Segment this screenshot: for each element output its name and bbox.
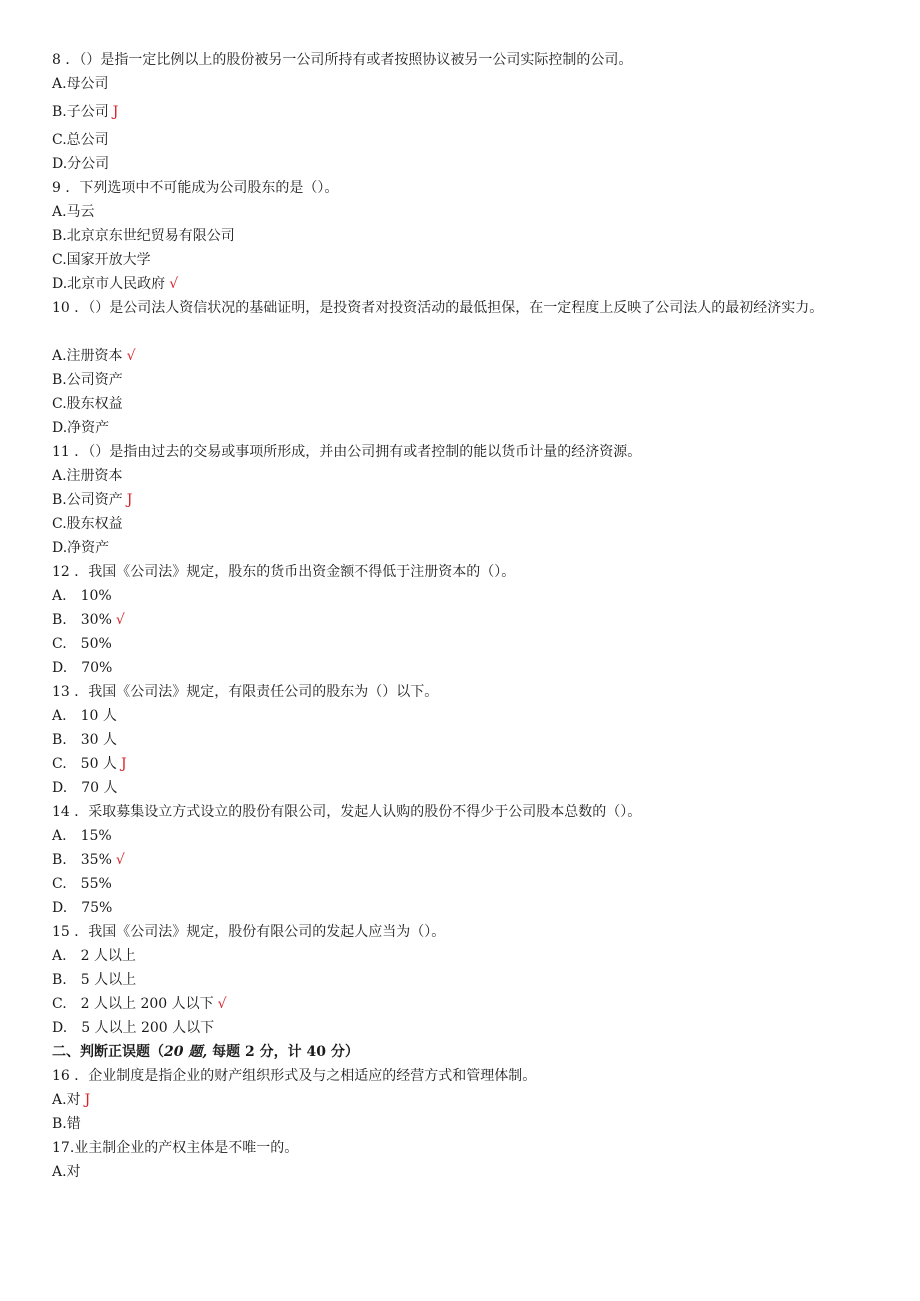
answer-mark: J [126,492,133,508]
option-a: A.注册资本 [52,468,123,484]
question-stem: 17.业主制企业的产权主体是不唯一的。 [52,1140,299,1156]
option-a: A. 10 人 [52,708,117,724]
question-stem: 15 ．我国《公司法》规定，股份有限公司的发起人应当为（）。 [52,924,446,940]
option-c: C. 55% [52,876,112,892]
answer-mark: √ [126,348,136,364]
option-a: A.对 [52,1164,81,1180]
option-a: A. 2 人以上 [52,948,136,964]
option-a: A.母公司 [52,76,109,92]
option-b: B. 30 人 [52,732,118,748]
option-c: C. 2 人以上 200 人以下 √ [52,996,227,1012]
question-stem: 14 ．采取募集设立方式设立的股份有限公司，发起人认购的股份不得少于公司股本总数的（）。 [52,804,642,820]
option-d: D.净资产 [52,540,110,556]
option-a: A.对 J [52,1092,91,1108]
section-heading: 二、判断正误题（20 题, 每题 2 分，计 40 分） [52,1044,359,1060]
option-b: B.公司资产 J [52,492,133,508]
answer-mark: √ [115,612,125,628]
option-c: C.国家开放大学 [52,252,151,268]
option-d: D.分公司 [52,156,110,172]
option-d: D. 70% [52,660,113,676]
option-a: A. 15% [52,828,112,844]
answer-mark: √ [169,276,179,292]
question-stem: 9 ．下列选项中不可能成为公司股东的是（）。 [52,180,339,196]
option-b: B. 5 人以上 [52,972,137,988]
option-d: D.北京市人民政府 √ [52,276,179,292]
answer-mark: J [120,756,127,772]
exam-page [52,48,872,1184]
option-b: B.子公司 J [52,104,119,120]
question-stem: 11 ．（）是指由过去的交易或事项所形成，并由公司拥有或者控制的能以货币计量的经济资源。 [52,444,642,460]
question-stem: 13 ．我国《公司法》规定，有限责任公司的股东为（）以下。 [52,684,439,700]
option-b: B. 30% √ [52,612,125,628]
question-stem: 10 ．（）是公司法人资信状况的基础证明，是投资者对投资活动的最低担保，在一定程度上反映了公司法人的最初经济实力。 [52,300,824,316]
option-c: C. 50 人 J [52,756,127,772]
option-d: D. 75% [52,900,113,916]
option-a: A. 10% [52,588,112,604]
option-b: B.北京京东世纪贸易有限公司 [52,228,235,244]
question-stem: 8 ．（）是指一定比例以上的股份被另一公司所持有或者按照协议被另一公司实际控制的公司。 [52,52,633,68]
option-c: C.股东权益 [52,516,123,532]
question-stem: 16 ．企业制度是指企业的财产组织形式及与之相适应的经营方式和管理体制。 [52,1068,537,1084]
option-d: D. 70 人 [52,780,118,796]
option-c: C.股东权益 [52,396,123,412]
option-b: B.错 [52,1116,81,1132]
answer-mark: J [112,104,119,120]
answer-mark: J [84,1092,91,1108]
answer-mark: √ [115,852,125,868]
option-b: B.公司资产 [52,372,123,388]
question-stem: 12 ．我国《公司法》规定，股东的货币出资金额不得低于注册资本的（）。 [52,564,516,580]
option-c: C.总公司 [52,132,109,148]
option-a: A.注册资本 √ [52,348,136,364]
option-a: A.马云 [52,204,95,220]
option-d: D. 5 人以上 200 人以下 [52,1020,215,1036]
option-d: D.净资产 [52,420,110,436]
answer-mark: √ [217,996,227,1012]
option-c: C. 50% [52,636,112,652]
option-b: B. 35% √ [52,852,125,868]
